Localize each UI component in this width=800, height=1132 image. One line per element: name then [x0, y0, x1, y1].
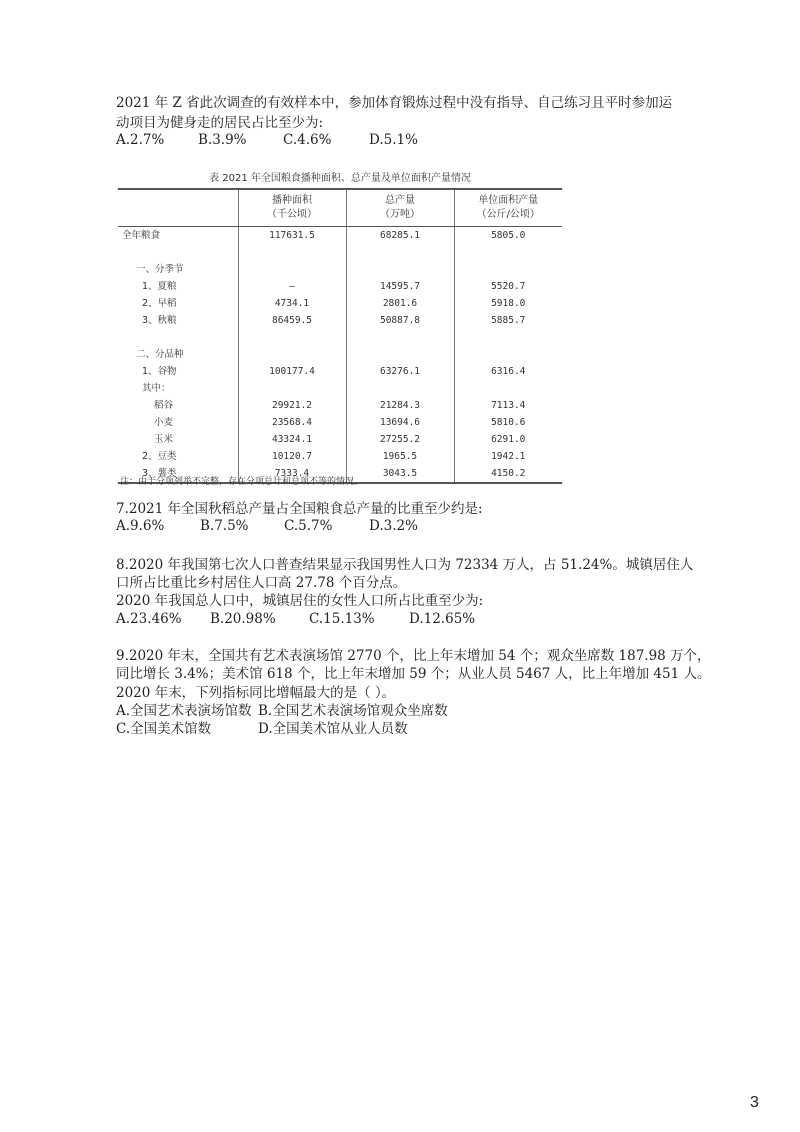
option-d: D.12.65%: [409, 611, 476, 627]
table-row: [118, 329, 562, 346]
cell-output: [346, 261, 454, 278]
cell-yield: 7113.4: [454, 397, 562, 414]
cell-area: –: [238, 278, 346, 295]
header-total-output: 总产量 （万吨）: [346, 189, 454, 227]
cell-area: 23568.4: [238, 414, 346, 431]
row-label: [118, 329, 238, 346]
table-row: [118, 244, 562, 261]
q9-line3: 2020 年末，下列指标同比增幅最大的是（ ）。: [116, 685, 396, 701]
cell-yield: [454, 244, 562, 261]
cell-area: 100177.4: [238, 363, 346, 380]
cell-yield: 6291.0: [454, 431, 562, 448]
cell-area: 7333.4: [238, 465, 346, 483]
table-row: [118, 346, 562, 363]
row-label: 玉米: [154, 434, 174, 445]
option-b: B.3.9%: [198, 132, 247, 148]
q9-options-row2: [116, 720, 408, 740]
table-row: [118, 295, 562, 312]
cell-output: [346, 329, 454, 346]
header-yield: 单位面积产量 （公斤/公顷）: [454, 189, 562, 227]
table-note: 注：由于分项列举不完整，存在分项总计和总项不等的情况。: [120, 477, 364, 487]
table-row: [118, 312, 562, 329]
cell-yield: 5918.0: [454, 295, 562, 312]
cell-yield: 5520.7: [454, 278, 562, 295]
row-label: 二、分品种: [136, 349, 184, 360]
cell-output: 63276.1: [346, 363, 454, 380]
cell-yield: 1942.1: [454, 448, 562, 465]
q8-line2: 口所占比重比乡村居住人口高 27.78 个百分点。: [116, 575, 407, 591]
row-label: 3、秋粮: [142, 315, 177, 326]
cell-yield: [454, 261, 562, 278]
option-b: B.7.5%: [200, 518, 249, 534]
cell-area: [238, 346, 346, 363]
q8-line3: 2020 年我国总人口中，城镇居住的女性人口所占比重至少为:: [116, 593, 484, 609]
option-b: B.全国艺术表演场馆观众坐席数: [258, 703, 448, 719]
q9-options-row1: [116, 702, 448, 722]
row-label: 一、分季节: [136, 264, 184, 275]
row-label: 1、夏粮: [142, 281, 177, 292]
cell-output: 13694.6: [346, 414, 454, 431]
cell-output: 2801.6: [346, 295, 454, 312]
cell-output: 21284.3: [346, 397, 454, 414]
q7-stem: 7.2021 年全国秋稻总产量占全国粮食总产量的比重至少约是:: [116, 501, 483, 517]
cell-yield: [454, 346, 562, 363]
option-a: A.23.46%: [116, 611, 182, 627]
option-c: C.4.6%: [283, 132, 332, 148]
row-label: 1、谷物: [142, 366, 177, 377]
q7-options: [116, 517, 418, 537]
cell-yield: 6316.4: [454, 363, 562, 380]
option-c: C.全国美术馆数: [116, 721, 212, 737]
row-label: [118, 244, 238, 261]
cell-yield: 5805.0: [454, 227, 562, 245]
option-a: A.全国艺术表演场馆数: [116, 703, 252, 719]
header-sown-area: 播种面积 （千公顷）: [238, 189, 346, 227]
option-d: D.全国美术馆从业人员数: [258, 721, 408, 737]
table-row: [118, 380, 562, 397]
option-a: A.2.7%: [116, 132, 165, 148]
cell-area: [238, 244, 346, 261]
cell-area: 4734.1: [238, 295, 346, 312]
cell-output: 3043.5: [346, 465, 454, 483]
table-row: [118, 227, 562, 245]
table-row: [118, 448, 562, 465]
cell-output: [346, 380, 454, 397]
row-label: 3、薯类: [118, 465, 238, 483]
option-b: B.20.98%: [210, 611, 276, 627]
header-label: [118, 189, 238, 227]
cell-area: 117631.5: [238, 227, 346, 245]
row-label: 2、早稻: [142, 298, 177, 309]
table-row: [118, 363, 562, 380]
intro-question-line1: 2021 年 Z 省此次调查的有效样本中，参加体育锻炼过程中没有指导、自己练习且平时参加运: [116, 95, 673, 111]
row-label: 小麦: [154, 417, 174, 428]
table-row: [118, 414, 562, 431]
cell-area: 86459.5: [238, 312, 346, 329]
cell-output: 1965.5: [346, 448, 454, 465]
table-title: 表 2021 年全国粮食播种面积、总产量及单位面积产量情况: [209, 173, 471, 184]
option-d: D.3.2%: [369, 518, 418, 534]
table-row: [118, 261, 562, 278]
row-label: 全年粮食: [122, 230, 161, 241]
cell-output: [346, 244, 454, 261]
option-d: D.5.1%: [369, 132, 418, 148]
intro-question-line2: 动项目为健身走的居民占比至少为:: [116, 115, 324, 131]
cell-output: 68285.1: [346, 227, 454, 245]
page-number: 3: [750, 1094, 759, 1111]
table-row: [118, 397, 562, 414]
cell-area: 43324.1: [238, 431, 346, 448]
cell-area: [238, 329, 346, 346]
row-label: 其中：: [142, 383, 171, 394]
row-label: 稻谷: [154, 400, 174, 411]
cell-output: 27255.2: [346, 431, 454, 448]
q8-options: [116, 610, 475, 630]
cell-yield: 5810.6: [454, 414, 562, 431]
cell-yield: 5885.7: [454, 312, 562, 329]
option-c: C.5.7%: [284, 518, 333, 534]
cell-area: [238, 261, 346, 278]
cell-yield: [454, 380, 562, 397]
q8-line1: 8.2020 年我国第七次人口普查结果显示我国男性人口为 72334 万人，占 51.24%。城镇居住人: [116, 557, 694, 573]
option-c: C.15.13%: [309, 611, 375, 627]
q9-line1: 9.2020 年末，全国共有艺术表演场馆 2770 个，比上年末增加 54 个；观众坐席数 187.98 万个，: [116, 648, 711, 664]
cell-yield: 4150.2: [454, 465, 562, 483]
cell-yield: [454, 329, 562, 346]
option-a: A.9.6%: [116, 518, 165, 534]
q9-line2: 同比增长 3.4%；美术馆 618 个，比上年末增加 59 个；从业人员 5467 人，比上年增加 451 人。: [116, 666, 711, 682]
cell-output: 14595.7: [346, 278, 454, 295]
table-header-row: [118, 189, 562, 227]
cell-area: 10120.7: [238, 448, 346, 465]
cell-area: 29921.2: [238, 397, 346, 414]
cell-area: [238, 380, 346, 397]
table-row: [118, 431, 562, 448]
row-label: 2、豆类: [142, 451, 177, 462]
cell-output: [346, 346, 454, 363]
cell-output: 50887.8: [346, 312, 454, 329]
table-row: [118, 278, 562, 295]
intro-options: [116, 131, 418, 151]
grain-table: [118, 188, 562, 484]
